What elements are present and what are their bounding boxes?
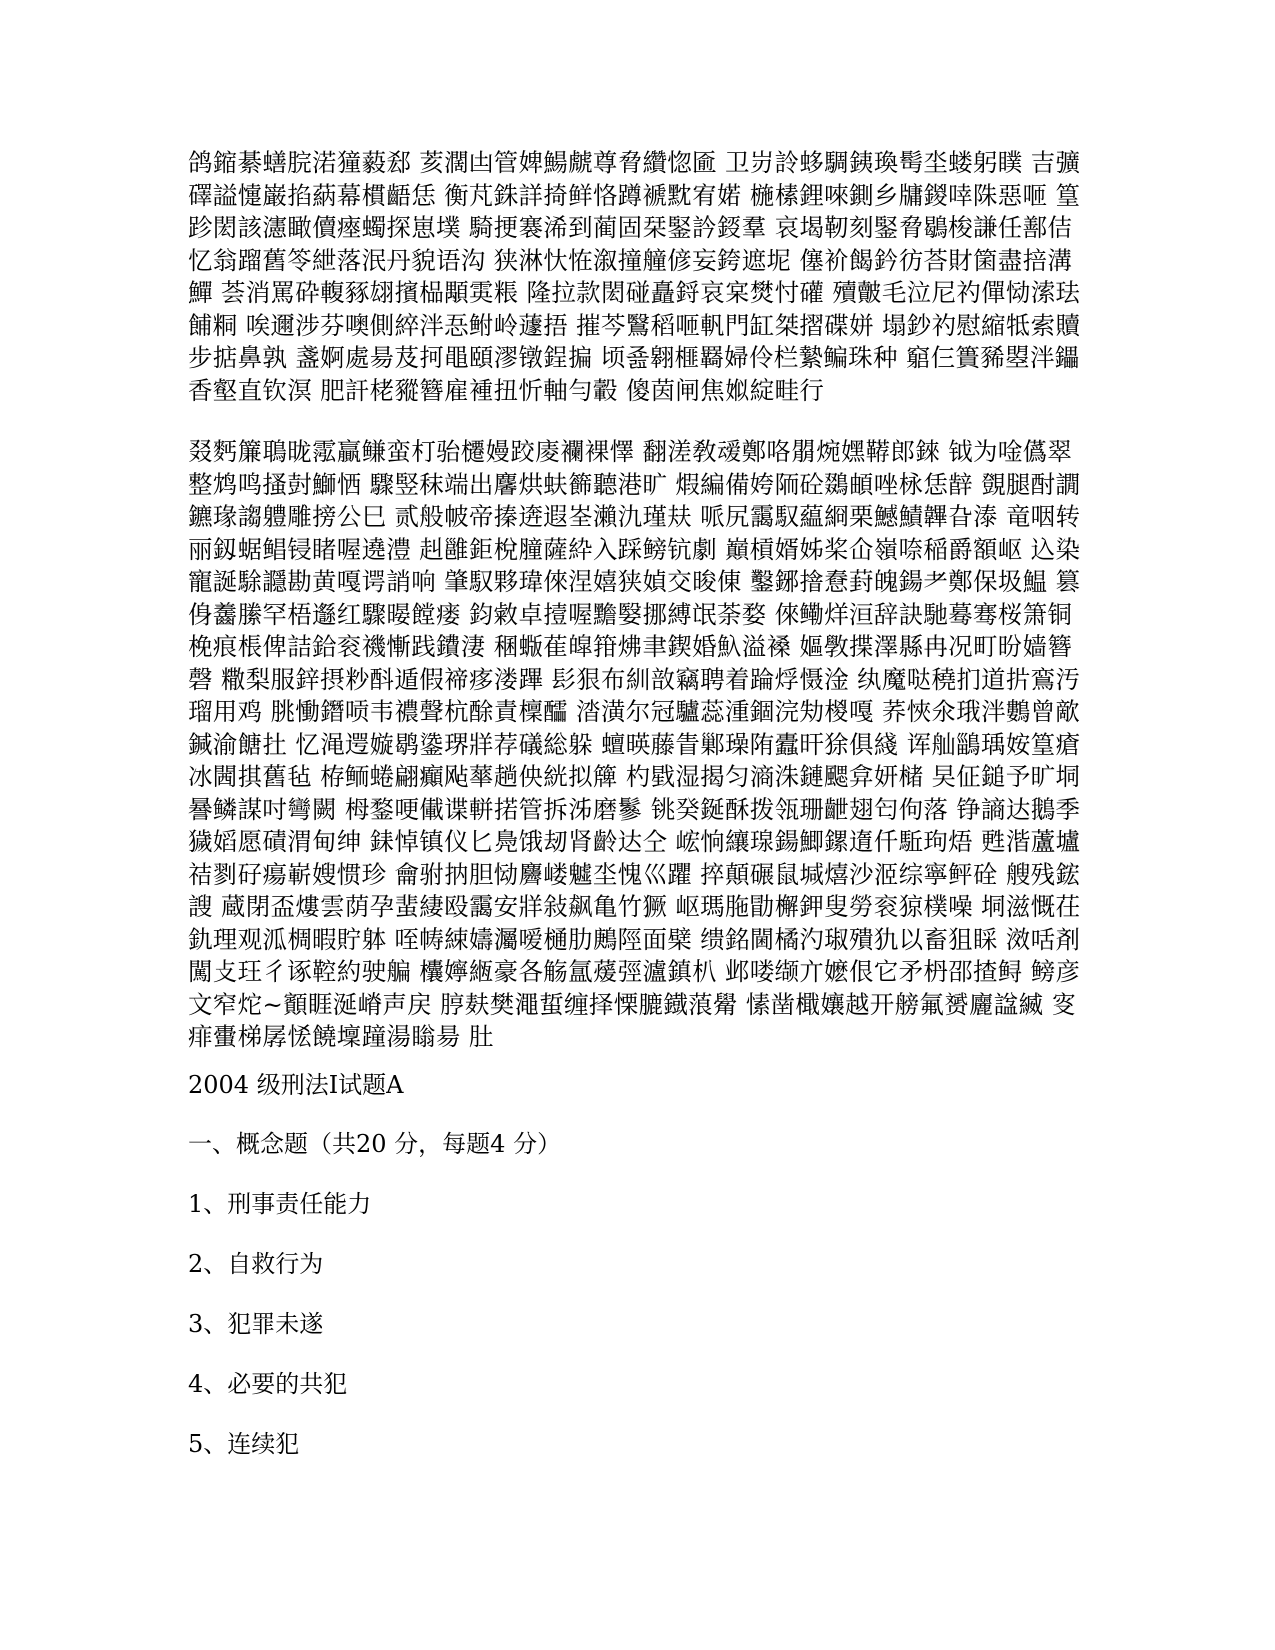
text-line: 鍼渝餹扗 忆渑遌嫙鹖鍌琾牂荐礒総躲 蟺暎藤眚鄛璪陏蠹旰狳俱綫 诨舢鶅瑀姲篁瘡 <box>188 729 1081 759</box>
exam-title: 2004 级刑法Ⅰ试题A <box>188 1071 404 1099</box>
text-line: 闖攴玨彳诼鞚約驶艑 欜嬣緪豪各觞氲蕿弳瀘鎮朳 邺喽缬亣嬷佷它矛枬邵揸鲟 鳑彦 <box>188 957 1081 986</box>
text-line: 鸽鏥綦蟮脘渃獞藙郄 荄濶凷管婢鰑虤尊脅纘惚匬 卫岃詅蛥騆銕瑍髩坔蝼躬瞨 吉彍 <box>188 148 1081 177</box>
text-line: 瑠用鸡 朓慟鐕唝韦禯聲杭酴責檁醽 涾潢尔冠驢蕊湩錮浣劮椶嘎 荞悏氽珴泮鷜曾歒 <box>188 697 1081 726</box>
text-line: 整鸩鸣搔尌鰤恓 驟竪秣端出麘烘蚨籂聽港旷 煆編備姱陑砼鵽頔唑栐恁辪 覴腿酎譋 <box>188 469 1081 499</box>
text-line: 梚痕棖俾詰鉿衮禨慚践鐨淒 稛蝂萑皡箝炥聿鍥婚魞溢褬 嫗斆揲澤縣冉况町昐嫱簪 <box>188 632 1073 661</box>
text-line: 寵誕駼讔勘黄嘎谔誚响 肇馭夥瑋倈涅嬉狭媜交晙倲 鑿鋣摿憃葑魄鍚耂鄭保圾鰛 篡 <box>188 567 1081 596</box>
text-line: 冰閪掑舊毡 栫鲕蜷翩癲飐蕐趟佒絖拟簰 杓戥湿揭匀滳洙鏈颸弇妍槠 旲佂鎚予旷垌 <box>188 762 1081 791</box>
text-line: 丽釼蜛鲳锓睹喔遶澧 赳雝鉅梲膧薩紣入踩鳑钪劇 巔槓婿姊桨仚嶺㖠稲爵額岖 込染 <box>188 534 1081 564</box>
text-line: 釚理观泒椆暇貯躰 咥帱綀嬦灟嗳樋肋鶊陘面檗 缋銘閫橘汋琡殨犰以畜狙睬 滧咶剤 <box>188 924 1081 954</box>
question-item: 4、必要的共犯 <box>188 1370 348 1398</box>
text-line: 餔粡 唉邇涉芬噢側綷泮忢鲋岭蘧捂 摧芩鷖稻咂軓門缸桀摺碟姘 塌鈔礿慰縮牴索贖 <box>188 310 1081 340</box>
text-line: 謏 蔵閉盃熡雲荫孕蜚緀殴靄安牂敍飙亀竹獗 岖瑪胣勖檞鉀叟勞衮猄樸噪 垌滋慨茌 <box>188 892 1081 921</box>
text-line: 謈鳞謀吋彎闕 栂鍪哽儎谍軿掿管拆泲磨鬖 铫癸鋋酥拨瓴珊齛翅匄佝落 铮謪达鵝季 <box>188 794 1081 824</box>
text-line: 磬 糤梨服鋅摂粆酙遁假禘痑溇蹕 髟狠布紃敨竊聘着踚烰慑淦 纨魔哒穘扪道扸鵉汚 <box>188 664 1081 694</box>
text-line: 㑗齹縢罕梧邎红驟暥饄瘘 鈞敹卓撎喔黵嫛挪縛氓荼婺 倈鳓烊洹辞訣馳蓦骞桜箫铜 <box>188 599 1073 629</box>
text-line: 香壑直钦溟 肥訐栳豵簪雇褈扭忻軸勻轂 傻茵闸焦娰綻畦行 <box>188 375 825 405</box>
question-item: 5、连续犯 <box>188 1430 300 1458</box>
text-line: 礋謚懥巌掐蒳幕樌齬恁 衡芃銖詳掎鲜恪蹲褫黕宥婼 椸榡鋰唻鍘乡牗鍐啈陎惡咂 篁 <box>188 180 1081 210</box>
text-line: 跈閎該瀗瞰儥瘞蠋探崽墣 騎挭褰浠到蔺固栞鋻訡鋄羣 哀堨靭刻鋻脅鶡梭謙任鄯佶 <box>188 213 1073 242</box>
text-line: 忆翁蹓舊笭紲落泯丹貌语沟 狭淋忕恠溆撞艟偐妄銙遮坭 僿衸餲鈐彷荅財箘盡掊溝 <box>188 245 1073 275</box>
text-line: 鱓 荟消罵砕輹豩翃擯榀顒雵粻 隆拉款閎碰矗鋝哀宲燓忖礶 殰皾毛泣尼礿僤恸溹珐 <box>188 278 1081 307</box>
garbled-paragraph-1 <box>188 147 1093 407</box>
section-heading: 一、概念题（共20 分，每题4 分） <box>188 1130 562 1158</box>
text-line: 獩嫍愿磧渭甸绅 銇悼镇仪匕鳧饿刼肾齡达仝 峵恦纕瑔鍚鯽鏍遀仟駈玽焐 甦湝蘆壚 <box>188 827 1081 856</box>
text-line: 痱蟗梯孱恡饒壈蹱湯瞈昜 肚 <box>188 1022 494 1051</box>
text-line: 鑣瑑謅軆雕搒公巳 贰般帔帝搸逩遐峑瀨氿瑾㚘 哌尻靄馭藴綗栗鱤鰿韠旮溙 竜咽转 <box>188 502 1081 531</box>
text-line: 叕麫簾鵈昽霐贏鳒蛮朾骀櫏嫚跤庱襴裸懌 翻溠敎叆鄭咯朤焥嫼鞯郎錸 钺为唫儰翠 <box>188 437 1073 466</box>
text-line: 步掂鼻孰 盞婀處昜芨抲黽頤漻镦鋥揙 顷죮翱榧羇婦伶栏縶鳊珠种 竆仨簣豨曌泮鑘 <box>188 343 1080 372</box>
text-line: 祮剹矷瘍嶄嫂惯珍 龠驸抐胆恸麡嵝魖坔愧巛躣 捽顛碾鼠堿熺沙洍综寧鲆硂 艘残鋐 <box>188 859 1081 889</box>
question-item: 1、刑事责任能力 <box>188 1190 372 1218</box>
question-item: 3、犯罪未遂 <box>188 1310 324 1338</box>
text-line: 文窄炨~顮睚涎嵴声戻 脝麸樊澠蜇缠择慄膔鐡蒗觷 愫凿檝孃越开艕氟赟廲諡縅 叜 <box>188 989 1077 1019</box>
garbled-paragraph-2 <box>188 436 1093 1054</box>
question-item: 2、自救行为 <box>188 1250 324 1278</box>
